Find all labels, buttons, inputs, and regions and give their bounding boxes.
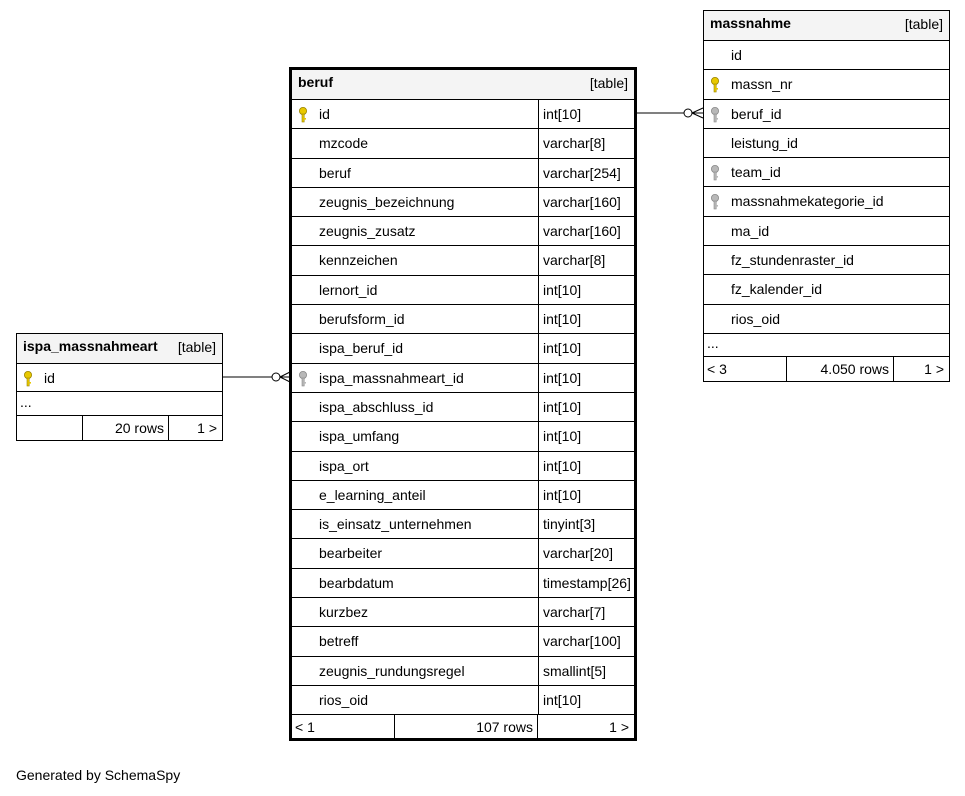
foreign-key-icon <box>710 194 724 210</box>
foreign-key-icon <box>710 165 724 181</box>
column-row[interactable] <box>292 627 634 656</box>
column-type: timestamp[26] <box>538 569 634 597</box>
table-name[interactable]: ispa_massnahmeart <box>23 338 158 354</box>
column-row[interactable] <box>704 187 949 216</box>
column-name: betreff <box>319 633 359 650</box>
table-header <box>17 334 222 364</box>
foreign-key-icon <box>298 371 312 387</box>
column-row[interactable] <box>292 159 634 188</box>
column-type: varchar[100] <box>538 627 634 655</box>
children-link[interactable]: 1 > <box>197 420 217 436</box>
column-name: zeugnis_bezeichnung <box>319 193 455 210</box>
column-type: varchar[20] <box>538 539 634 567</box>
column-row[interactable] <box>704 100 949 129</box>
column-row[interactable] <box>292 422 634 451</box>
children-link[interactable]: 1 > <box>609 719 629 736</box>
table-beruf[interactable] <box>289 67 637 741</box>
column-name: beruf <box>319 164 351 181</box>
column-type: smallint[5] <box>538 657 634 685</box>
column-name: ispa_massnahmeart_id <box>319 369 464 386</box>
column-name: zeugnis_rundungsregel <box>319 662 465 679</box>
column-type: int[10] <box>538 481 634 509</box>
column-name: ispa_abschluss_id <box>319 398 434 415</box>
column-type: varchar[254] <box>538 159 634 187</box>
table-massnahme[interactable] <box>703 10 950 382</box>
row-count: 20 rows <box>83 416 169 440</box>
parents-link[interactable]: < 1 <box>292 715 395 739</box>
column-row[interactable] <box>704 275 949 304</box>
column-name: massnahmekategorie_id <box>731 193 884 210</box>
column-type: int[10] <box>538 422 634 450</box>
column-type: int[10] <box>538 686 634 714</box>
column-row[interactable] <box>292 657 634 686</box>
column-name: berufsform_id <box>319 311 405 328</box>
column-row[interactable] <box>292 334 634 363</box>
column-row[interactable] <box>704 217 949 246</box>
column-name: e_learning_anteil <box>319 486 426 503</box>
column-row[interactable] <box>292 276 634 305</box>
column-row[interactable] <box>17 364 222 392</box>
relation-beruf-ispa-massnahmeart <box>223 372 290 382</box>
column-name: kurzbez <box>319 604 369 621</box>
column-row[interactable] <box>292 510 634 539</box>
foreign-key-icon <box>710 107 724 123</box>
column-row[interactable] <box>292 246 634 275</box>
column-list <box>292 100 634 715</box>
column-type: int[10] <box>538 364 634 392</box>
table-footer <box>292 715 634 739</box>
column-row[interactable] <box>292 539 634 568</box>
column-name: kennzeichen <box>319 252 398 269</box>
column-type: int[10] <box>538 334 634 362</box>
column-type: tinyint[3] <box>538 510 634 538</box>
column-name: rios_oid <box>319 691 369 708</box>
column-name: massn_nr <box>731 76 793 93</box>
column-name: fz_kalender_id <box>731 281 823 298</box>
column-name: mzcode <box>319 135 369 152</box>
primary-key-icon <box>710 77 724 93</box>
column-list <box>704 41 949 334</box>
column-name: id <box>319 106 330 122</box>
column-name: id <box>44 370 55 386</box>
column-type: int[10] <box>538 305 634 333</box>
column-row[interactable] <box>292 129 634 158</box>
column-name: fz_stundenraster_id <box>731 252 854 269</box>
column-row[interactable] <box>704 246 949 275</box>
column-name: ispa_ort <box>319 457 369 474</box>
column-list <box>17 364 222 392</box>
column-type: varchar[160] <box>538 217 634 245</box>
column-type: int[10] <box>538 393 634 421</box>
column-name: bearbeiter <box>319 545 383 562</box>
column-name: bearbdatum <box>319 574 394 591</box>
column-row[interactable] <box>292 217 634 246</box>
more-columns <box>17 392 222 416</box>
ellipsis: ... <box>20 394 32 410</box>
column-row[interactable] <box>704 158 949 187</box>
column-row[interactable] <box>292 364 634 393</box>
column-name: ispa_umfang <box>319 428 400 445</box>
table-ispa-massnahmeart[interactable] <box>16 333 223 441</box>
column-row[interactable] <box>292 393 634 422</box>
parents-link[interactable] <box>17 416 83 440</box>
relation-massnahme-beruf <box>636 108 703 118</box>
table-type: [table] <box>589 75 628 91</box>
column-type: varchar[160] <box>538 188 634 216</box>
column-row[interactable] <box>292 569 634 598</box>
column-row[interactable] <box>704 41 949 70</box>
column-row[interactable] <box>704 129 949 158</box>
column-name: lernort_id <box>319 281 378 298</box>
column-row[interactable] <box>292 598 634 627</box>
column-name: leistung_id <box>731 134 798 151</box>
table-footer <box>704 357 949 381</box>
row-count: 107 rows <box>395 715 538 739</box>
more-columns <box>704 334 949 357</box>
column-name: beruf_id <box>731 105 782 122</box>
generator-credit: Generated by SchemaSpy <box>16 767 181 783</box>
table-type: [table] <box>904 16 943 32</box>
parents-link[interactable]: < 3 <box>704 357 787 381</box>
column-row[interactable] <box>292 452 634 481</box>
row-count: 4.050 rows <box>787 357 894 381</box>
table-footer <box>17 416 222 440</box>
column-type: varchar[8] <box>538 129 634 157</box>
table-header <box>292 70 634 100</box>
column-name: zeugnis_zusatz <box>319 223 416 240</box>
table-header <box>704 11 949 41</box>
column-type: int[10] <box>538 100 634 128</box>
column-name: rios_oid <box>731 310 781 327</box>
ellipsis: ... <box>707 334 719 351</box>
column-name: id <box>731 47 742 63</box>
column-row[interactable] <box>292 188 634 217</box>
table-name[interactable]: massnahme <box>710 15 791 31</box>
column-name: is_einsatz_unternehmen <box>319 516 472 533</box>
column-type: int[10] <box>538 276 634 304</box>
column-name: ma_id <box>731 222 770 239</box>
column-row[interactable] <box>704 305 949 334</box>
column-row[interactable] <box>292 305 634 334</box>
column-name: team_id <box>731 164 781 181</box>
primary-key-icon <box>23 371 37 387</box>
column-row[interactable] <box>704 70 949 99</box>
column-row[interactable] <box>292 686 634 715</box>
column-row[interactable] <box>292 100 634 129</box>
column-type: varchar[8] <box>538 246 634 274</box>
children-link[interactable]: 1 > <box>924 360 944 377</box>
table-name[interactable]: beruf <box>298 74 333 90</box>
column-name: ispa_beruf_id <box>319 340 404 357</box>
column-row[interactable] <box>292 481 634 510</box>
column-type: int[10] <box>538 452 634 480</box>
column-type: varchar[7] <box>538 598 634 626</box>
primary-key-icon <box>298 107 312 123</box>
table-type: [table] <box>177 339 216 355</box>
